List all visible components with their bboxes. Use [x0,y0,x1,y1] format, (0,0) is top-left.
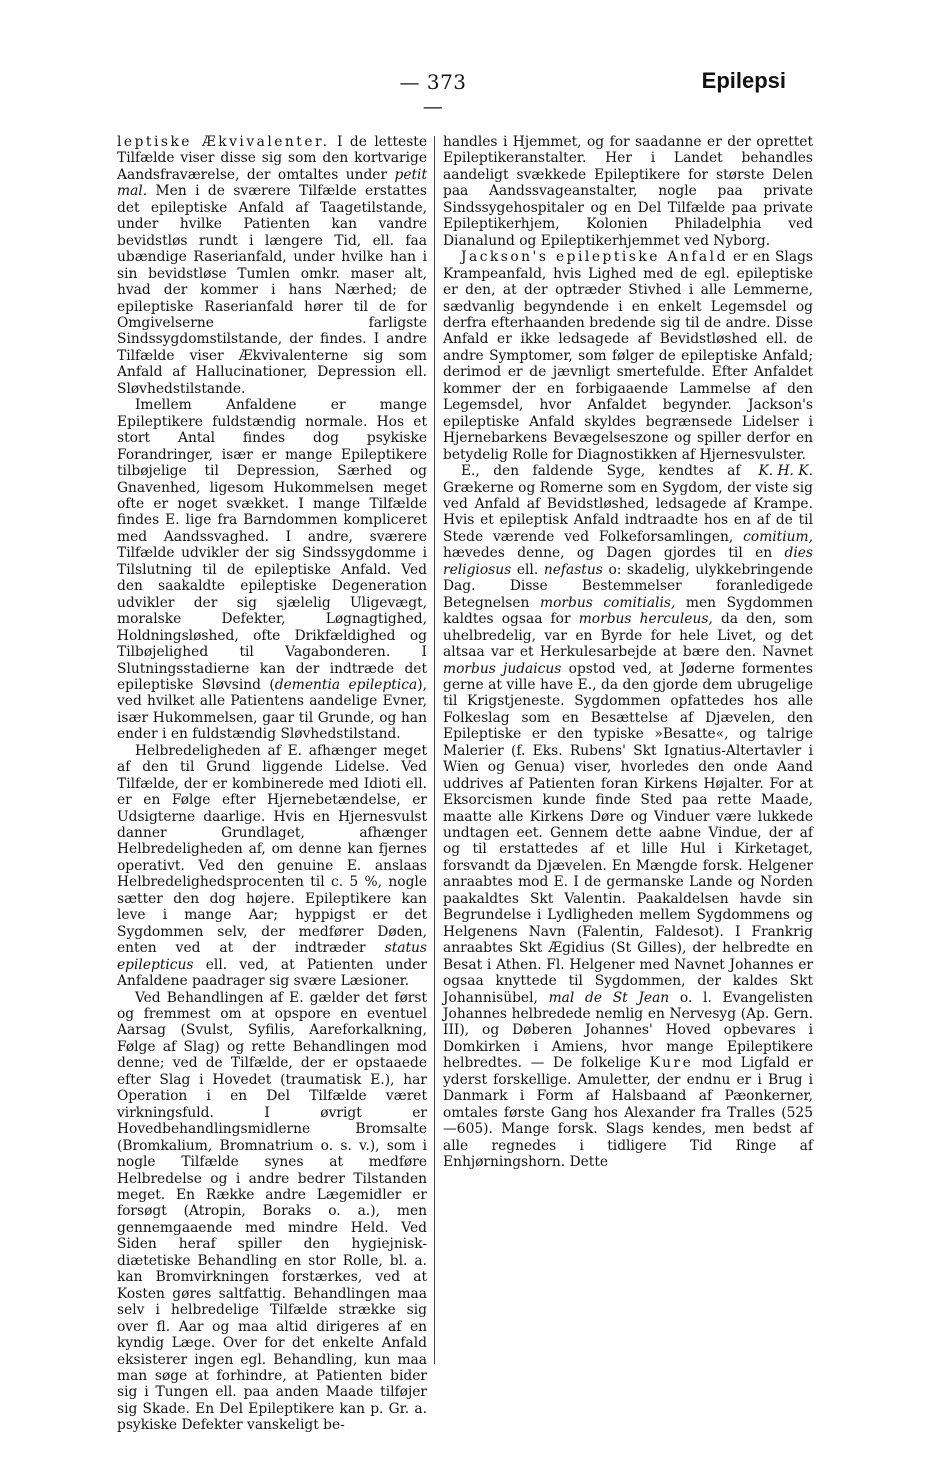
right-column [443,134,813,1171]
spaced-term: Kure [649,1055,694,1072]
text-run: ell. ved, at Patienten under Anfaldene paadrager sig svære Læsioner. [117,956,427,990]
text-run: ell. [511,561,544,578]
text-run: handles i Hjemmet, og for saadanne er der oprettet Epileptikeranstalter. Her i Landet behandles aandeligt svækkede Epileptikere for største Delen paa Aandssvageanstalter, nogle paa private Sindssygehospitaler og en Del Tilfælde paa private Epileptikerhjem, Kolonien Philadelphia ved Dianalund og Epileptikerhjemmet ved Nyborg. [443,134,813,249]
text-run: er en Slags Krampeanfald, hvis Lighed med de egl. epileptiske er den, at der optræder Stivhed i alle Lemmerne, sædvanlig begyndende i en enkelt Legemsdel og derfra efterhaanden bredende sig til de andre. Disse Anfald er ikke ledsagede af Bevidstløshed ell. de andre Symptomer, som følger de epileptiske Anfald; derimod er de jævnligt smertefulde. Efter Anfaldet kommer der en forbigaaende Lammelse af den Legemsdel, hvor Anfaldet begynder. Jackson's epileptiske Anfald skyldes begrænsede Lidelser i Hjernebarkens Bevægelseszone og spiller derfor en betydelig Rolle for Diagnostikken af Hjernesvulster. [443,249,813,463]
spaced-term: Jackson's epileptiske Anfald [460,249,728,266]
column-divider [434,136,435,1364]
italic-term: dementia epileptica [274,676,418,693]
italic-term: nefastus [543,561,603,578]
text-run: mod Ligfald er yderst forskellige. Amuletter, der endnu er i Brug i Danmark i Form af Halsbaand af Pæonkerner, omtales første Gang hos Alexander fra Tralles (525—605). Mange forsk. Slags kendes, men bedst af alle regnedes i tidligere Tid Ringe af Enhjørningshorn. Dette [443,1055,813,1171]
italic-term: mal de St Jean [548,989,670,1006]
paragraph [117,134,427,397]
italic-term: comitium, [743,528,813,545]
running-title: Epilepsi [701,68,786,93]
text-run: o: skadelig, ulykkebringende Dag. Disse Bestemmelser foranledigede Betegnelsen [443,561,813,611]
text-run: Helbredeligheden af E. afhænger meget af den til Grund liggende Lidelse. Ved Tilfælde, der er kombinerede med Idioti ell. er en Følge efter Hjernebetændelse, er Udsigterne daarlige. Hvis en Hjernesvulst danner Grundlaget, afhænger Helbredeligheden af, om denne kan fjernes operativt. Ved den genuine E. anslaas Helbredelighedsprocenten til c. 5 %, nogle sætter den dog højere. Epileptikere kan leve i mange Aar; hyppigst er det Sygdommen selv, der medfører Døden, enten ved at der indtræder [117,742,427,957]
page-number: — 373 — [399,70,467,118]
page-header [0,68,936,118]
text-run: o. l. Evangelisten Johannes helbredede nemlig en Nervesyg (Ap. Gern. III), og Døberen Johannes' Hoved opbevares i Domkirken i Amiens, hvor mange Epileptikere helbredtes. — De folkelige [443,989,813,1072]
text-run: opstod ved, at Jøderne formentes gerne at ville have E., da den gjorde dem ubrugelige til Krigstjeneste. Sygdommen opfattedes hos alle Folkeslag som en Besættelse af Djævelen, den Epileptiske er den typiske »Besatte«, og talrige Malerier (f. Eks. Rubens' Skt Ignatius-Altertavler i Wien og Genua) viser, hvorledes den onde Aand uddrives af Patienten foran Kirkens Højalter. For at Eksorcismen kunde finde Sted paa rette Maade, maatte alle Kirkens Døre og Vinduer være lukkede undtagen eet. Gennem dette aabne Vindue, der af og til erstattedes af et lille Hul i Kirketaget, forsvandt da Djævelen. En Mængde forsk. Helgener anraabtes mod E. I de germanske Lande og Norden paakaldtes Skt Valentin. Paakaldelsen havde sin Begrundelse i Lydligheden mellem Sygdommens og Helgenens Navn (Falentin, Faldesot). I Frankrig anraabtes Skt Ægidius (St Gilles), der helbredte en Besat i Athen. Fl. Helgener med Navnet Johannes er ogsaa knyttede til Sygdommen, der kaldes Skt Johannisübel, [443,660,813,1006]
text-run: ), ved hvilket alle Patientens aandelige Evner, især Hukommelsen, gaar til Grunde, og han ender i en fuldstændig Sløvhedstilstand. [117,676,427,743]
text-run: Men i de sværere Tilfælde erstattes det epileptiske Anfald af Taagetilstande, under hvilke Patienten kan vandre bevidstløs rundt i længere Tid, ell. faa ubændige Raserianfald, under hvilke han i sin bevidstløse Tumlen omkr. maser alt, hvad der kommer i hans Nærhed; de epileptiske Raserianfald hører til de for Omgivelserne farligste Sindssygdomstilstande, der findes. I andre Tilfælde viser Ækvivalenterne sig som Anfald af Hallucinationer, Depression ell. Sløvhedstilstande. [117,183,427,397]
text-run: men Sygdommen kaldtes ogsaa for [443,594,814,628]
text-run: Ved Behandlingen af E. gælder det først og fremmest om at opspore en eventuel Aarsag (Svulst, Syfilis, Aareforkalkning, Følge af Slag) og rette Behandlingen mod denne; ved de Tilfælde, der er opstaaede efter Slag i Hovedet (traumatisk E.), har Operation i en Del Tilfælde været virkningsfuld. I øvrigt er Hovedbehandlingsmidlerne Bromsalte (Bromkalium, Bromnatrium o. s. v.), som i nogle Tilfælde synes at medføre Helbredelse og i andre bedrer Tilstanden meget. En Række andre Lægemidler er forsøgt (Atropin, Boraks o. a.), men gennemgaaende med mindre Held. Ved Siden heraf spiller den hygiejnisk-diætetiske Behandling en stor Rolle, bl. a. kan Bromvirkningen forstærkes, ved at Kosten gøres saltfattig. Behandlingen maa selv i helbredelige Tilfælde strække sig over fl. Aar og maa altid dirigeres af en kyndig Læge. Over for det enkelte Anfald eksisterer ingen egl. Behandling, kun maa man søge at forhindre, at Patienten bider sig i Tungen ell. paa anden Maade tilføjer sig Skade. En Del Epileptikere kan p. Gr. a. psykiske Defekter vanskeligt be- [117,989,427,1434]
paragraph [443,249,813,480]
text-run: E., den faldende Syge, kendtes af Grækerne og Romerne som en Sygdom, der viste sig ved Anfald af Bevidstløshed, ledsagede af Krampe. Hvis et epileptisk Anfald indtraadte hos en af de til Stede værende ved Folkeforsamlingen, [443,463,813,545]
author-signature: K. H. K. [758,463,813,480]
text-run: hævedes denne, og Dagen gjordes til en [443,545,785,562]
italic-term: morbus comitialis, [540,594,676,611]
text-run: da den, som uhelbredelig, var en Byrde for hele Livet, og det altsaa var et Herkulesarbejde at bære den. Navnet [443,611,814,661]
italic-term: morbus herculeus, [578,611,713,628]
italic-term: dies religiosus [443,545,813,578]
paragraph [443,463,813,1170]
text-run: I de letteste Tilfælde viser disse sig som den kortvarige Aandsfraværelse, der omtaltes under [117,134,427,183]
paragraph [117,990,427,1434]
paragraph [117,743,427,990]
italic-term: status epilepticus [117,940,427,973]
paragraph [443,134,813,249]
spaced-term: leptiske Ækvivalenter. [117,134,330,150]
italic-term: morbus judaicus [443,660,562,677]
paragraph [117,397,427,743]
text-run: Imellem Anfaldene er mange Epileptikere fuldstændig normale. Hos et stort Antal findes dog psykiske Forandringer, især er mange Epileptikere tilbøjelige til Depression, Særhed og Gnavenhed, ligesom Hukommelsen meget ofte er noget svækket. I mange Tilfælde findes E. lige fra Barndommen kompliceret med Aandssvaghed. I andre, sværere Tilfælde udvikler der sig Sindssygdomme i Tilslutning til de epileptiske Anfald. Ved den saakaldte epileptiske Degeneration udvikler der sig sjælelig Uligevægt, moralske Defekter, Løgnagtighed, Holdningsløshed, ofte Drikfældighed og Tilbøjelighed til Vagabonderen. I Slutningsstadierne kan der indtræde det epileptiske Sløvsind ( [117,397,427,693]
italic-term: petit mal. [117,166,427,200]
left-column [117,134,427,1434]
